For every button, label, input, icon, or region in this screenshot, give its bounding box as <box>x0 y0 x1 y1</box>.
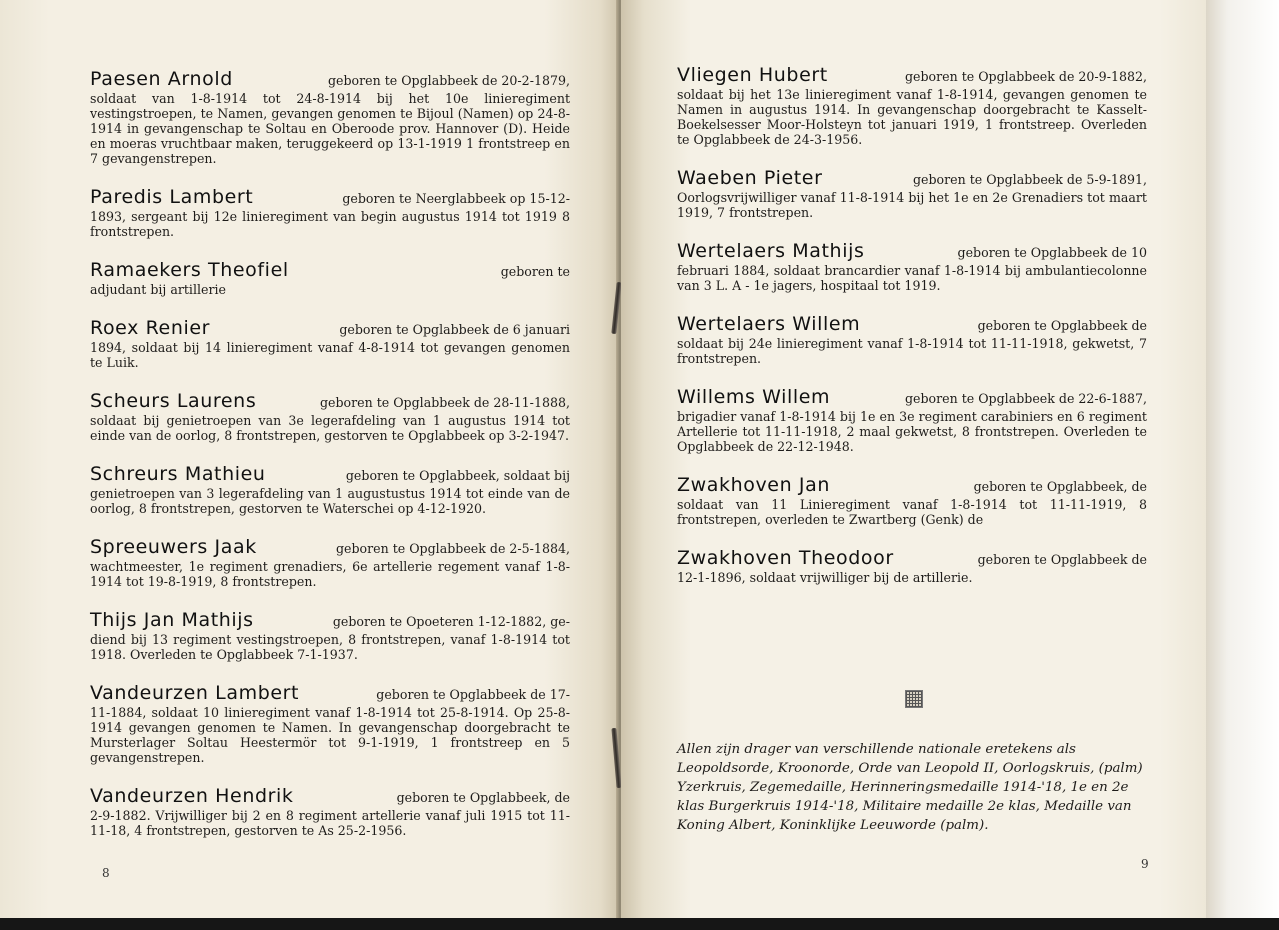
entry-text: 2-9-1882. Vrijwilliger bij 2 en 8 regiment artellerie vanaf juli 1915 tot 11-11-18, 4 frontstrepen, gestorven te As 25-2-1956. <box>90 808 570 838</box>
entry-text: 1893, sergeant bij 12e linieregiment van begin augustus 1914 tot 1919 8 frontstrepen. <box>90 209 570 239</box>
entry-birth: geboren te Opglabbeek de 5-9-1891, <box>912 172 1147 187</box>
ornament-icon <box>905 690 923 708</box>
entry-name: Spreeuwers Jaak <box>90 536 257 558</box>
left-entries-list <box>90 68 570 858</box>
page-number: 9 <box>1141 857 1149 871</box>
entry-text: diend bij 13 regiment vestingstroepen, 8 frontstrepen, vanaf 1-8-1914 tot 1918. Overleden te Opglabbeek 7-1-1937. <box>90 632 570 662</box>
entry-name: Zwakhoven Jan <box>677 474 830 496</box>
entry <box>677 64 1147 147</box>
entry-text: soldaat van 1-8-1914 tot 24-8-1914 bij het 10e linieregiment vestingstroepen, te Namen, gevangen genomen te Bijoul (Namen) op 24-8-1914 in gevangenschap te Soltau en Oberoode prov. Hannover (D). Heide en moeras vruchtbaar maken, teruggekeerd op 13-1-1919 1 frontstreep en 7 gevangenstrepen. <box>90 91 570 166</box>
entry <box>90 463 570 516</box>
entry-name: Zwakhoven Theodoor <box>677 547 894 569</box>
entry <box>677 386 1147 454</box>
left-page <box>0 0 619 920</box>
entry <box>90 609 570 662</box>
entry-text: soldaat bij het 13e linieregiment vanaf 1-8-1914, gevangen genomen te Namen in augustus 1914. In gevangenschap doorgebracht te Kasselt-Boekelsesser Moor-Holsteyn tot januari 1919, 1 frontstreep. Overleden te Opglabbeek de 24-3-1956. <box>677 87 1147 147</box>
entry-text: 1894, soldaat bij 14 linieregiment vanaf 4-8-1914 tot gevangen genomen te Luik. <box>90 340 570 370</box>
entry-birth: geboren te <box>500 264 570 279</box>
entry-birth: geboren te Opglabbeek de <box>977 552 1147 567</box>
entry-birth: geboren te Opglabbeek de 17- <box>376 687 570 702</box>
entry-text: soldaat van 11 Linieregiment vanaf 1-8-1914 tot 11-11-1919, 8 frontstrepen, overleden te Zwartberg (Genk) de <box>677 497 1147 527</box>
entry <box>90 186 570 239</box>
entry-birth: geboren te Opglabbeek de <box>977 318 1147 333</box>
entry-birth: geboren te Opglabbeek de 20-2-1879, <box>327 73 570 88</box>
entry-name: Waeben Pieter <box>677 167 823 189</box>
entry-name: Paesen Arnold <box>90 68 233 90</box>
entry <box>90 682 570 765</box>
entry-name: Ramaekers Theofiel <box>90 259 289 281</box>
entry-birth: geboren te Opglabbeek, soldaat bij <box>345 468 570 483</box>
entry-birth: geboren te Opglabbeek, de <box>396 790 570 805</box>
decorations-note: Allen zijn drager van verschillende nationale eretekens als Leopoldsorde, Kroonorde, Orde van Leopold II, Oorlogskruis, (palm) Yzerkruis, Zegemedaille, Herinneringsmedaille 1914-'18, 1e en 2e klas Burgerkruis 1914-'18, Militaire medaille 2e klas, Medaille van Koning Albert, Koninklijke Leeuworde (palm). <box>677 742 1143 833</box>
entry-birth: geboren te Neerglabbeek op 15-12- <box>342 191 570 206</box>
entry-name: Thijs Jan Mathijs <box>90 609 254 631</box>
entry-name: Wertelaers Mathijs <box>677 240 865 262</box>
entry-birth: geboren te Opglabbeek de 6 januari <box>339 322 570 337</box>
entry-birth: geboren te Opglabbeek de 10 <box>957 245 1147 260</box>
entry <box>677 313 1147 366</box>
entry <box>90 317 570 370</box>
entry-text: februari 1884, soldaat brancardier vanaf 1-8-1914 bij ambulantiecolonne van 3 L. A - 1e jagers, hospitaal tot 1919. <box>677 263 1147 293</box>
entry-name: Schreurs Mathieu <box>90 463 266 485</box>
entry-name: Willems Willem <box>677 386 831 408</box>
entry-text: 11-1884, soldaat 10 linieregiment vanaf 1-8-1914 tot 25-8-1914. Op 25-8-1914 gevangen genomen te Namen. In gevangenschap doorgebracht te Mursterlager Soltau Heestermör tot 9-1-1919, 1 frontstreep en 5 gevangenstrepen. <box>90 705 570 765</box>
entry-text: 12-1-1896, soldaat vrijwilliger bij de artillerie. <box>677 570 973 585</box>
entry-text: soldaat bij 24e linieregiment vanaf 1-8-1914 tot 11-11-1918, gekwetst, 7 frontstrepen. <box>677 336 1147 366</box>
scan-bottom-edge <box>0 918 1279 930</box>
entry-birth: geboren te Opglabbeek de 20-9-1882, <box>904 69 1147 84</box>
entry <box>90 536 570 589</box>
entry-birth: geboren te Opoeteren 1-12-1882, ge- <box>332 614 570 629</box>
entry <box>677 547 1147 585</box>
entry <box>90 390 570 443</box>
entry-text: genietroepen van 3 legerafdeling van 1 augustustus 1914 tot einde van de oorlog, 8 frontstrepen, gestorven te Waterschei op 4-12-1920. <box>90 486 570 516</box>
entry-birth: geboren te Opglabbeek de 2-5-1884, <box>335 541 570 556</box>
background-edge <box>1206 0 1279 920</box>
entry-text: adjudant bij artillerie <box>90 282 226 297</box>
entry-text: soldaat bij genietroepen van 3e legerafdeling van 1 augustus 1914 tot einde van de oorlog, 8 frontstrepen, gestorven te Opglabbeek op 3-2-1947. <box>90 413 570 443</box>
entry-name: Scheurs Laurens <box>90 390 257 412</box>
entry <box>677 240 1147 293</box>
entry-text: wachtmeester, 1e regiment grenadiers, 6e artellerie regement vanaf 1-8-1914 tot 19-8-1919, 8 frontstrepen. <box>90 559 570 589</box>
entry-birth: geboren te Opglabbeek, de <box>973 479 1147 494</box>
entry-name: Vandeurzen Lambert <box>90 682 300 704</box>
entry-text: Oorlogsvrijwilliger vanaf 11-8-1914 bij het 1e en 2e Grenadiers tot maart 1919, 7 frontstrepen. <box>677 190 1147 220</box>
page-number: 8 <box>102 866 110 880</box>
entry-name: Roex Renier <box>90 317 211 339</box>
entry-birth: geboren te Opglabbeek de 22-6-1887, <box>904 391 1147 406</box>
entry <box>90 68 570 166</box>
entry <box>90 259 570 297</box>
right-entries-list <box>677 64 1147 605</box>
entry-name: Vandeurzen Hendrik <box>90 785 294 807</box>
entry <box>677 474 1147 527</box>
right-page <box>621 0 1206 920</box>
entry-name: Paredis Lambert <box>90 186 254 208</box>
entry-birth: geboren te Opglabbeek de 28-11-1888, <box>319 395 570 410</box>
entry <box>90 785 570 838</box>
entry <box>677 167 1147 220</box>
entry-name: Vliegen Hubert <box>677 64 828 86</box>
entry-name: Wertelaers Willem <box>677 313 861 335</box>
entry-text: brigadier vanaf 1-8-1914 bij 1e en 3e regiment carabiniers en 6 regiment Artellerie tot 11-11-1918, 2 maal gekwetst, 8 frontstrepen. Overleden te Opglabbeek de 22-12-1948. <box>677 409 1147 454</box>
